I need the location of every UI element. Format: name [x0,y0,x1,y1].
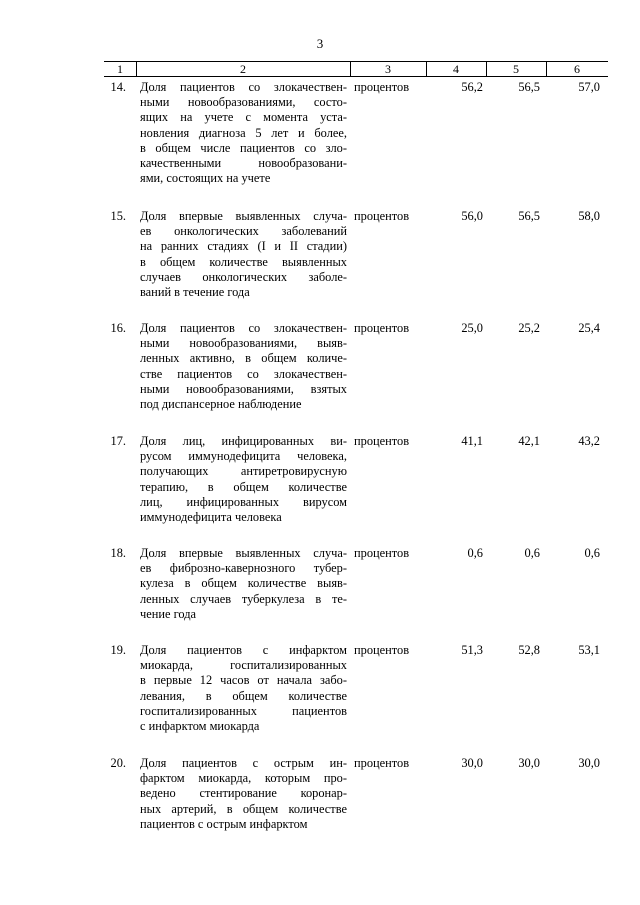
header-col-5: 5 [513,62,519,76]
indicator-description [140,80,347,186]
description-line: ных артерий, в общем количестве [140,801,347,816]
indicator-description [140,321,347,412]
value-col-6: 0,6 [584,546,600,560]
header-divider [136,61,137,76]
description-line: чение года [140,606,197,621]
value-col-6: 30,0 [578,756,600,770]
description-line: фарктом миокарда, которым про- [140,771,347,786]
value-col-5: 42,1 [518,434,540,448]
value-col-4: 30,0 [461,756,483,770]
description-line: ными новообразованиями, состо- [140,95,347,110]
description-line: Доля лиц, инфицированных ви- [140,434,347,448]
value-col-4: 56,2 [461,80,483,94]
indicator-description [140,209,347,300]
indicator-description [140,756,347,832]
row-number: 14. [110,80,126,94]
value-col-4: 56,0 [461,209,483,223]
description-line: ными новообразованиями, выяв- [140,336,347,351]
indicator-description [140,643,347,734]
description-line: миокарда, госпитализированных [140,658,347,673]
row-number: 18. [110,546,126,560]
description-line: ленных активно, в общем количе- [140,351,347,366]
description-line: в общем числе пациентов со зло- [140,140,347,155]
unit-of-measure: процентов [354,643,410,657]
unit-of-measure: процентов [354,321,410,335]
value-col-4: 51,3 [461,643,483,657]
header-col-4: 4 [453,62,459,76]
description-line: качественными новообразовани- [140,155,347,170]
description-line: Доля пациентов со злокачествен- [140,80,347,94]
value-col-6: 58,0 [578,209,600,223]
indicator-description [140,546,347,622]
header-divider [426,61,427,76]
row-number: 19. [110,643,126,657]
description-line: ев фиброзно-кавернозного тубер- [140,561,347,576]
value-col-5: 52,8 [518,643,540,657]
description-line: ев онкологических заболеваний [140,224,347,239]
row-number: 20. [110,756,126,770]
value-col-6: 25,4 [578,321,600,335]
unit-of-measure: процентов [354,434,410,448]
unit-of-measure: процентов [354,546,410,560]
row-number: 15. [110,209,126,223]
header-col-6: 6 [574,62,580,76]
unit-of-measure: процентов [354,756,410,770]
value-col-6: 53,1 [578,643,600,657]
value-col-6: 43,2 [578,434,600,448]
value-col-4: 41,1 [461,434,483,448]
description-line: с инфарктом миокарда [140,718,260,733]
row-number: 17. [110,434,126,448]
header-divider [546,61,547,76]
row-number: 16. [110,321,126,335]
description-line: иммунодефицита человека [140,509,282,524]
unit-of-measure: процентов [354,209,410,223]
value-col-5: 30,0 [518,756,540,770]
page-number: 3 [316,36,324,51]
header-col-2: 2 [240,62,246,76]
table-header [104,61,608,77]
value-col-4: 0,6 [467,546,483,560]
description-line: на ранних стадиях (I и II стадии) [140,239,347,254]
description-line: госпитализированных пациентов [140,703,347,718]
description-line: русом иммунодефицита человека, [140,449,347,464]
description-line: случаев онкологических заболе- [140,269,347,284]
description-line: Доля впервые выявленных случа- [140,209,347,223]
value-col-5: 25,2 [518,321,540,335]
header-divider [350,61,351,76]
value-col-5: 0,6 [524,546,540,560]
description-line: Доля впервые выявленных случа- [140,546,347,560]
description-line: ями, состоящих на учете [140,171,271,186]
description-line: терапию, в общем количестве [140,479,347,494]
description-line: ленных случаев туберкулеза в те- [140,591,347,606]
description-line: получающих антиретровирусную [140,464,347,479]
value-col-5: 56,5 [518,209,540,223]
description-line: новления диагноза 5 лет и более, [140,125,347,140]
value-col-4: 25,0 [461,321,483,335]
description-line: в первые 12 часов от начала забо- [140,673,347,688]
description-line: пациентов с острым инфарктом [140,816,308,831]
header-col-1: 1 [117,62,123,76]
description-line: Доля пациентов с инфарктом [140,643,347,657]
description-line: кулеза в общем количестве выяв- [140,576,347,591]
indicator-description [140,434,347,525]
value-col-6: 57,0 [578,80,600,94]
header-col-3: 3 [385,62,391,76]
description-line: лиц, инфицированных вирусом [140,494,347,509]
unit-of-measure: процентов [354,80,410,94]
description-line: левания, в общем количестве [140,688,347,703]
header-divider [486,61,487,76]
description-line: Доля пациентов со злокачествен- [140,321,347,335]
description-line: ящих на учете с момента уста- [140,110,347,125]
description-line: ваний в течение года [140,284,250,299]
description-line: ведено стентирование коронар- [140,786,347,801]
description-line: в общем количестве выявленных [140,254,347,269]
description-line: под диспансерное наблюдение [140,396,302,411]
description-line: Доля пациентов с острым ин- [140,756,347,770]
description-line: ными новообразованиями, взятых [140,381,347,396]
value-col-5: 56,5 [518,80,540,94]
description-line: стве пациентов со злокачествен- [140,366,347,381]
